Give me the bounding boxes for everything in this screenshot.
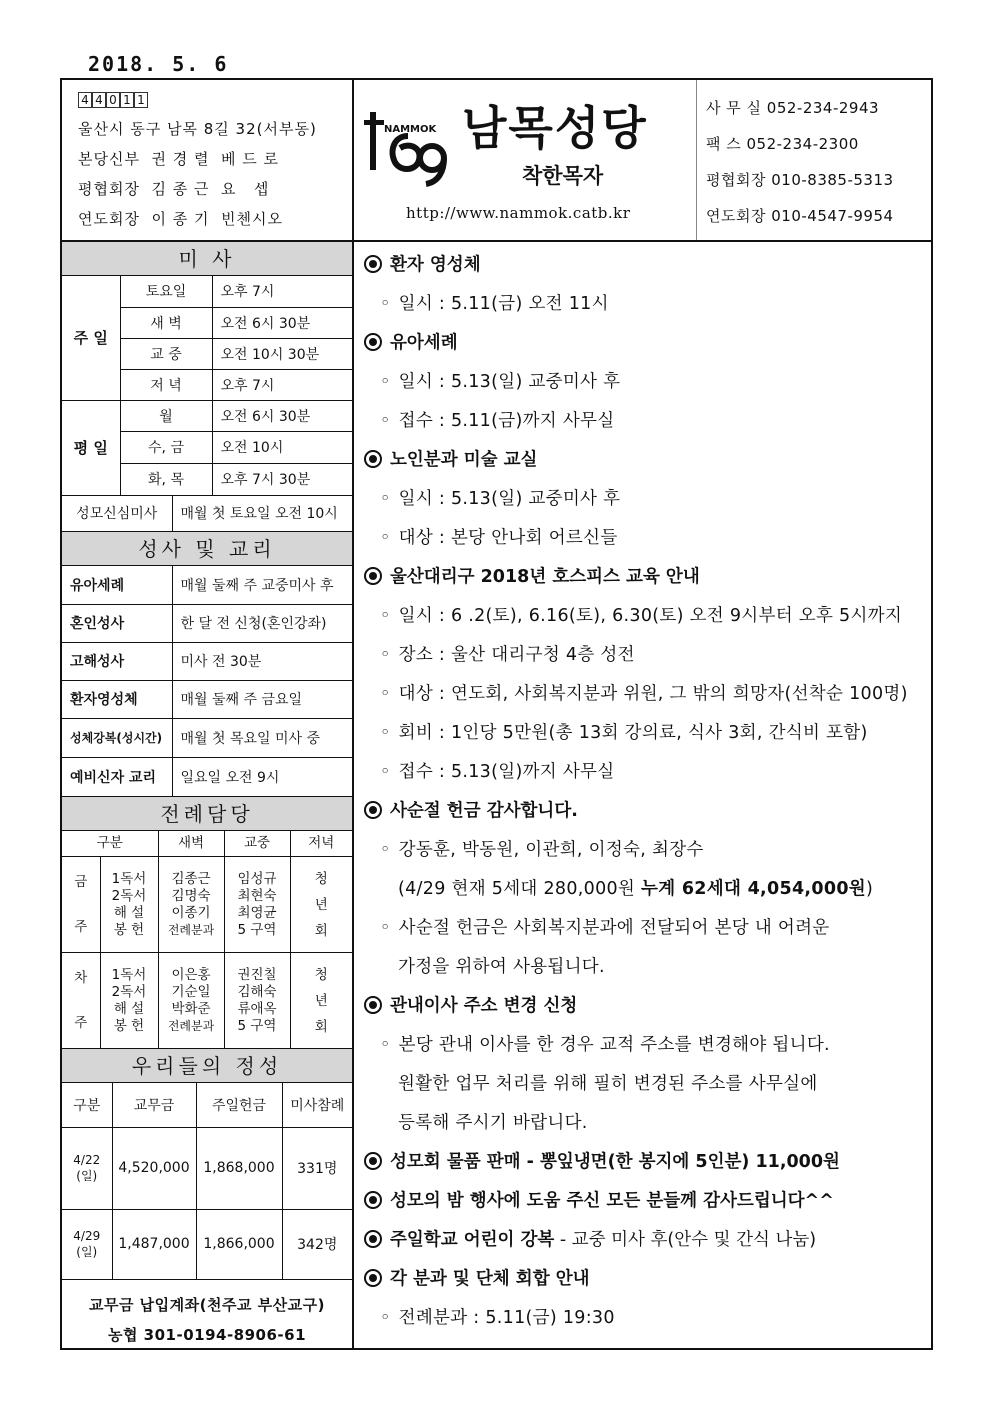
bullet-dot-icon: ◦ bbox=[380, 684, 391, 704]
notice-heading bbox=[364, 1223, 931, 1262]
person: 박화준 bbox=[171, 1000, 211, 1017]
person: 권진칠 bbox=[237, 966, 277, 983]
notice-item-text: 일시 : 5.13(일) 교중미사 후 bbox=[398, 489, 621, 509]
notice-list bbox=[354, 242, 931, 1340]
main-list bbox=[224, 953, 290, 1049]
notice-closing-text: ) bbox=[866, 879, 874, 899]
table-row bbox=[62, 276, 352, 307]
week-label-top: 금 bbox=[74, 873, 88, 890]
table-row bbox=[62, 1209, 352, 1279]
person: 김해숙 bbox=[237, 983, 277, 1000]
table-row bbox=[62, 953, 352, 1049]
offering-attendance: 342명 bbox=[282, 1209, 352, 1279]
week-label-top: 차 bbox=[74, 969, 88, 986]
notice-heading bbox=[364, 1184, 931, 1223]
mass-table bbox=[62, 276, 352, 496]
mass-day: 수, 금 bbox=[120, 431, 212, 463]
role: 2독서 bbox=[111, 983, 147, 1000]
table-row bbox=[62, 680, 352, 718]
person: 기순일 bbox=[171, 983, 211, 1000]
notice-item-text: 본당 관내 이사를 한 경우 교적 주소를 변경해야 됩니다. bbox=[398, 1035, 830, 1055]
weekday-label: 평 일 bbox=[62, 400, 120, 495]
header bbox=[62, 80, 931, 242]
person: 5 구역 bbox=[237, 921, 277, 938]
evening-char: 청 bbox=[314, 966, 328, 983]
bulletin-date: 2018. 5. 6 bbox=[88, 52, 229, 76]
mass-day: 저 녁 bbox=[120, 369, 212, 400]
main-list bbox=[224, 857, 290, 953]
sacraments-title: 성사 및 교리 bbox=[62, 532, 352, 566]
dawn-list bbox=[158, 857, 224, 953]
mass-time: 오전 10시 30분 bbox=[212, 338, 352, 369]
bullet-dot-icon: ◦ bbox=[380, 1035, 391, 1055]
postal-digit: 1 bbox=[134, 92, 148, 108]
bullet-dot-icon: ◦ bbox=[380, 1308, 391, 1328]
contact-info bbox=[698, 80, 931, 240]
mass-day: 월 bbox=[120, 400, 212, 431]
mass-day: 교 중 bbox=[120, 338, 212, 369]
table-row bbox=[62, 1083, 352, 1127]
sacrament-name: 환자영성체 bbox=[62, 680, 172, 718]
role-list bbox=[100, 857, 158, 953]
table-row bbox=[62, 718, 352, 757]
notice-item-text: 강동훈, 박동원, 이관희, 이정숙, 최장수 bbox=[398, 840, 704, 860]
special-mass-table bbox=[62, 496, 352, 533]
notice-heading-text: 환자 영성체 bbox=[390, 255, 481, 275]
special-mass-label: 성모신심미사 bbox=[62, 496, 172, 532]
notice-item-text: 접수 : 5.13(일)까지 사무실 bbox=[398, 762, 615, 782]
role: 봉 헌 bbox=[113, 1017, 145, 1034]
bullet-circle-icon bbox=[364, 1191, 382, 1209]
person: 류애옥 bbox=[237, 1000, 277, 1017]
mass-day: 화, 목 bbox=[120, 463, 212, 495]
notice-continuation bbox=[364, 950, 931, 989]
offering-date-value: 4/22 bbox=[73, 1152, 101, 1167]
notice-heading-text: 노인분과 미술 교실 bbox=[390, 450, 538, 470]
table-row bbox=[62, 642, 352, 680]
column-header: 새벽 bbox=[158, 831, 224, 857]
postal-code bbox=[78, 92, 352, 108]
mass-time: 오후 7시 bbox=[212, 276, 352, 307]
evening-char: 청 bbox=[314, 870, 328, 887]
notice-continuation bbox=[364, 1106, 931, 1145]
role: 1독서 bbox=[111, 966, 147, 983]
notice-continuation-text: (4/29 현재 5세대 280,000원 bbox=[398, 879, 642, 899]
parish-url[interactable]: http://www.nammok.catb.kr bbox=[406, 204, 631, 222]
postal-digit: 4 bbox=[78, 92, 92, 108]
notice-heading bbox=[364, 326, 931, 365]
evening-char: 회 bbox=[314, 922, 328, 939]
notice-item-text: 접수 : 5.11(금)까지 사무실 bbox=[398, 411, 615, 431]
notice-heading-text: 울산대리구 2018년 호스피스 교육 안내 bbox=[390, 567, 700, 587]
bullet-dot-icon: ◦ bbox=[380, 528, 391, 548]
evening-char: 회 bbox=[314, 1018, 328, 1035]
bullet-dot-icon: ◦ bbox=[380, 918, 391, 938]
bullet-dot-icon: ◦ bbox=[380, 294, 391, 314]
bullet-circle-icon bbox=[364, 996, 382, 1014]
bullet-circle-icon bbox=[364, 450, 382, 468]
notice-item-text: 대상 : 본당 안나회 어르신들 bbox=[398, 528, 618, 548]
notice-heading-text: 유아세례 bbox=[390, 333, 458, 353]
offering-collection: 1,866,000 bbox=[196, 1209, 282, 1279]
mass-time: 오전 10시 bbox=[212, 431, 352, 463]
offering-dues: 4,520,000 bbox=[112, 1127, 196, 1209]
bullet-dot-icon: ◦ bbox=[380, 489, 391, 509]
table-row bbox=[62, 496, 352, 532]
column-header: 주일헌금 bbox=[196, 1083, 282, 1127]
notice-item-text: 일시 : 5.11(금) 오전 11시 bbox=[398, 294, 609, 314]
person: 김종근 bbox=[171, 870, 211, 887]
person: 전례분과 bbox=[167, 1018, 215, 1033]
sacrament-desc: 일요일 오전 9시 bbox=[172, 757, 352, 796]
notice-item bbox=[364, 599, 931, 638]
notices-column bbox=[354, 242, 931, 1350]
bullet-dot-icon: ◦ bbox=[380, 762, 391, 782]
table-row bbox=[62, 604, 352, 642]
notice-continuation-text: 등록해 주시기 바랍니다. bbox=[398, 1113, 588, 1133]
notice-heading bbox=[364, 1145, 931, 1184]
notice-item bbox=[364, 1028, 931, 1067]
bullet-circle-icon bbox=[364, 255, 382, 273]
person: 이은홍 bbox=[171, 966, 211, 983]
person: 전례분과 bbox=[167, 922, 215, 937]
notice-item bbox=[364, 521, 931, 560]
sacrament-name: 유아세례 bbox=[62, 566, 172, 604]
liturgy-title: 전례담당 bbox=[62, 797, 352, 831]
notice-heading bbox=[364, 443, 931, 482]
staff-yeondo-president: 연도회장 이 종 기 빈첸시오 bbox=[78, 210, 283, 228]
staff-pastor: 본당신부 권 경 렬 베 드 로 bbox=[78, 150, 280, 168]
offering-day-value: (일) bbox=[76, 1168, 98, 1183]
mass-title: 미 사 bbox=[62, 242, 352, 276]
offering-attendance: 331명 bbox=[282, 1127, 352, 1209]
evening-char: 년 bbox=[314, 896, 328, 913]
week-label bbox=[62, 857, 100, 953]
table-row bbox=[62, 400, 352, 431]
account-info bbox=[62, 1280, 352, 1362]
table-row bbox=[62, 857, 352, 953]
notice-item bbox=[364, 482, 931, 521]
notice-item bbox=[364, 404, 931, 443]
table-row bbox=[62, 831, 352, 857]
sacrament-name: 혼인성사 bbox=[62, 604, 172, 642]
notice-item bbox=[364, 638, 931, 677]
notice-continuation bbox=[364, 872, 931, 911]
notice-item bbox=[364, 716, 931, 755]
offering-date bbox=[62, 1127, 112, 1209]
notice-heading bbox=[364, 560, 931, 599]
table-row bbox=[62, 566, 352, 604]
notice-item bbox=[364, 911, 931, 950]
contact-office: 사 무 실 052-234-2943 bbox=[706, 99, 880, 117]
week-label-bottom: 주 bbox=[74, 1014, 88, 1031]
notice-item bbox=[364, 833, 931, 872]
sacrament-desc: 미사 전 30분 bbox=[172, 642, 352, 680]
column-header: 교중 bbox=[224, 831, 290, 857]
bullet-dot-icon: ◦ bbox=[380, 606, 391, 626]
role: 해 설 bbox=[113, 904, 145, 921]
notice-heading bbox=[364, 794, 931, 833]
notice-item bbox=[364, 287, 931, 326]
bullet-dot-icon: ◦ bbox=[380, 411, 391, 431]
notice-item-text: 회비 : 1인당 5만원(총 13회 강의료, 식사 3회, 간식비 포함) bbox=[398, 723, 868, 743]
role: 봉 헌 bbox=[113, 921, 145, 938]
sacrament-desc: 한 달 전 신청(혼인강좌) bbox=[172, 604, 352, 642]
bullet-circle-icon bbox=[364, 1230, 382, 1248]
person: 이종기 bbox=[171, 904, 211, 921]
notice-item bbox=[364, 755, 931, 794]
notice-heading-text: 주일학교 어린이 강복 bbox=[390, 1230, 555, 1250]
notice-item-text: 일시 : 5.13(일) 교중미사 후 bbox=[398, 372, 621, 392]
bullet-circle-icon bbox=[364, 567, 382, 585]
postal-digit: 4 bbox=[92, 92, 106, 108]
offering-date-value: 4/29 bbox=[73, 1228, 101, 1243]
column-header: 미사참례 bbox=[282, 1083, 352, 1127]
sacrament-name: 고해성사 bbox=[62, 642, 172, 680]
notice-continuation-text: 가정을 위하여 사용됩니다. bbox=[398, 957, 605, 977]
evening-list bbox=[290, 857, 352, 953]
notice-continuation bbox=[364, 1067, 931, 1106]
notice-item-text: 대상 : 연도회, 사회복지분과 위원, 그 밖의 희망자(선착순 100명) bbox=[398, 684, 908, 704]
contact-fax: 팩 스 052-234-2300 bbox=[706, 135, 859, 153]
offering-collection: 1,868,000 bbox=[196, 1127, 282, 1209]
dawn-list bbox=[158, 953, 224, 1049]
column-header: 구분 bbox=[62, 831, 158, 857]
parish-logo-area bbox=[354, 80, 697, 240]
notice-heading-text: 관내이사 주소 변경 신청 bbox=[390, 996, 578, 1016]
notice-heading-text: 각 분과 및 단체 회합 안내 bbox=[390, 1269, 590, 1289]
bullet-dot-icon: ◦ bbox=[380, 372, 391, 392]
offerings-title: 우리들의 정성 bbox=[62, 1049, 352, 1083]
notice-item bbox=[364, 365, 931, 404]
bullet-circle-icon bbox=[364, 333, 382, 351]
evening-list bbox=[290, 953, 352, 1049]
column-header: 교무금 bbox=[112, 1083, 196, 1127]
bulletin-frame bbox=[60, 78, 933, 1350]
parish-name: 남목성당 bbox=[462, 101, 648, 155]
postal-digit: 1 bbox=[120, 92, 134, 108]
column-header: 구분 bbox=[62, 1083, 112, 1127]
postal-digit: 0 bbox=[106, 92, 120, 108]
sacrament-desc: 매월 둘째 주 금요일 bbox=[172, 680, 352, 718]
offering-dues: 1,487,000 bbox=[112, 1209, 196, 1279]
offering-day-value: (일) bbox=[76, 1244, 98, 1259]
mass-time: 오후 7시 30분 bbox=[212, 463, 352, 495]
person: 5 구역 bbox=[237, 1017, 277, 1034]
notice-heading-text: 사순절 헌금 감사합니다. bbox=[390, 801, 578, 821]
account-title: 교무금 납입계좌(천주교 부산교구) bbox=[88, 1295, 326, 1314]
notice-total-text: 누계 62세대 4,054,000원 bbox=[641, 879, 867, 899]
notice-heading bbox=[364, 1262, 931, 1301]
notice-item-text: 일시 : 6 .2(토), 6.16(토), 6.30(토) 오전 9시부터 오후 5시까지 bbox=[398, 606, 903, 626]
person: 최현숙 bbox=[237, 887, 277, 904]
offering-date bbox=[62, 1209, 112, 1279]
bullet-circle-icon bbox=[364, 1152, 382, 1170]
mass-time: 오전 6시 30분 bbox=[212, 307, 352, 338]
parish-info bbox=[62, 80, 354, 240]
mass-time: 오전 6시 30분 bbox=[212, 400, 352, 431]
notice-heading-text: 성모의 밤 행사에 도움 주신 모든 분들께 감사드립니다^^ bbox=[390, 1191, 834, 1211]
address: 울산시 동구 남목 8길 32(서부동) bbox=[78, 120, 317, 138]
person: 임성규 bbox=[237, 870, 277, 887]
notice-item bbox=[364, 1301, 931, 1340]
bullet-dot-icon: ◦ bbox=[380, 723, 391, 743]
bullet-dot-icon: ◦ bbox=[380, 840, 391, 860]
person: 김명숙 bbox=[171, 887, 211, 904]
left-column bbox=[62, 242, 354, 1350]
role: 1독서 bbox=[111, 870, 147, 887]
bullet-dot-icon: ◦ bbox=[380, 645, 391, 665]
notice-item-text: 장소 : 울산 대리구청 4층 성전 bbox=[398, 645, 635, 665]
contact-council: 평협회장 010-8385-5313 bbox=[706, 171, 894, 189]
notice-continuation-text: 원활한 업무 처리를 위해 필히 변경된 주소를 사무실에 bbox=[398, 1074, 818, 1094]
bullet-circle-icon bbox=[364, 1269, 382, 1287]
sacrament-name: 예비신자 교리 bbox=[62, 757, 172, 796]
week-label-bottom: 주 bbox=[74, 918, 88, 935]
notice-item-text: 사순절 헌금은 사회복지분과에 전달되어 본당 내 어려운 bbox=[398, 918, 830, 938]
table-row bbox=[62, 1127, 352, 1209]
sunday-label: 주 일 bbox=[62, 276, 120, 400]
liturgy-table bbox=[62, 831, 352, 1050]
bullet-circle-icon bbox=[364, 801, 382, 819]
parish-logo-icon bbox=[364, 98, 454, 188]
mass-time: 오후 7시 bbox=[212, 369, 352, 400]
role-list bbox=[100, 953, 158, 1049]
notice-heading bbox=[364, 989, 931, 1028]
sacrament-name: 성체강복(성시간) bbox=[62, 718, 172, 757]
notice-item bbox=[364, 677, 931, 716]
notice-heading bbox=[364, 248, 931, 287]
week-label bbox=[62, 953, 100, 1049]
mass-day: 새 벽 bbox=[120, 307, 212, 338]
person: 최영균 bbox=[237, 904, 277, 921]
notice-heading-detail: - 교중 미사 후(안수 및 간식 나눔) bbox=[554, 1230, 817, 1250]
staff-council-president: 평협회장 김 종 근 요 셉 bbox=[78, 180, 270, 198]
evening-char: 년 bbox=[314, 992, 328, 1009]
contact-yeondo: 연도회장 010-4547-9954 bbox=[706, 207, 894, 225]
sacrament-desc: 매월 둘째 주 교중미사 후 bbox=[172, 566, 352, 604]
sacraments-table bbox=[62, 566, 352, 797]
notice-heading-text: 성모회 물품 판매 - 뽕잎냉면(한 봉지에 5인분) 11,000원 bbox=[390, 1152, 840, 1172]
role: 해 설 bbox=[113, 1000, 145, 1017]
notice-item-text: 전례분과 : 5.11(금) 19:30 bbox=[398, 1308, 615, 1328]
role: 2독서 bbox=[111, 887, 147, 904]
offerings-table bbox=[62, 1083, 352, 1280]
sacrament-desc: 매월 첫 목요일 미사 중 bbox=[172, 718, 352, 757]
special-mass-time: 매월 첫 토요일 오전 10시 bbox=[172, 496, 352, 532]
logo-text: NAMMOK bbox=[384, 124, 437, 135]
table-row bbox=[62, 757, 352, 796]
parish-motto: 착한목자 bbox=[522, 164, 604, 188]
account-number: 농협 301-0194-8906-61 bbox=[107, 1325, 307, 1344]
column-header: 저녁 bbox=[290, 831, 352, 857]
mass-day: 토요일 bbox=[120, 276, 212, 307]
